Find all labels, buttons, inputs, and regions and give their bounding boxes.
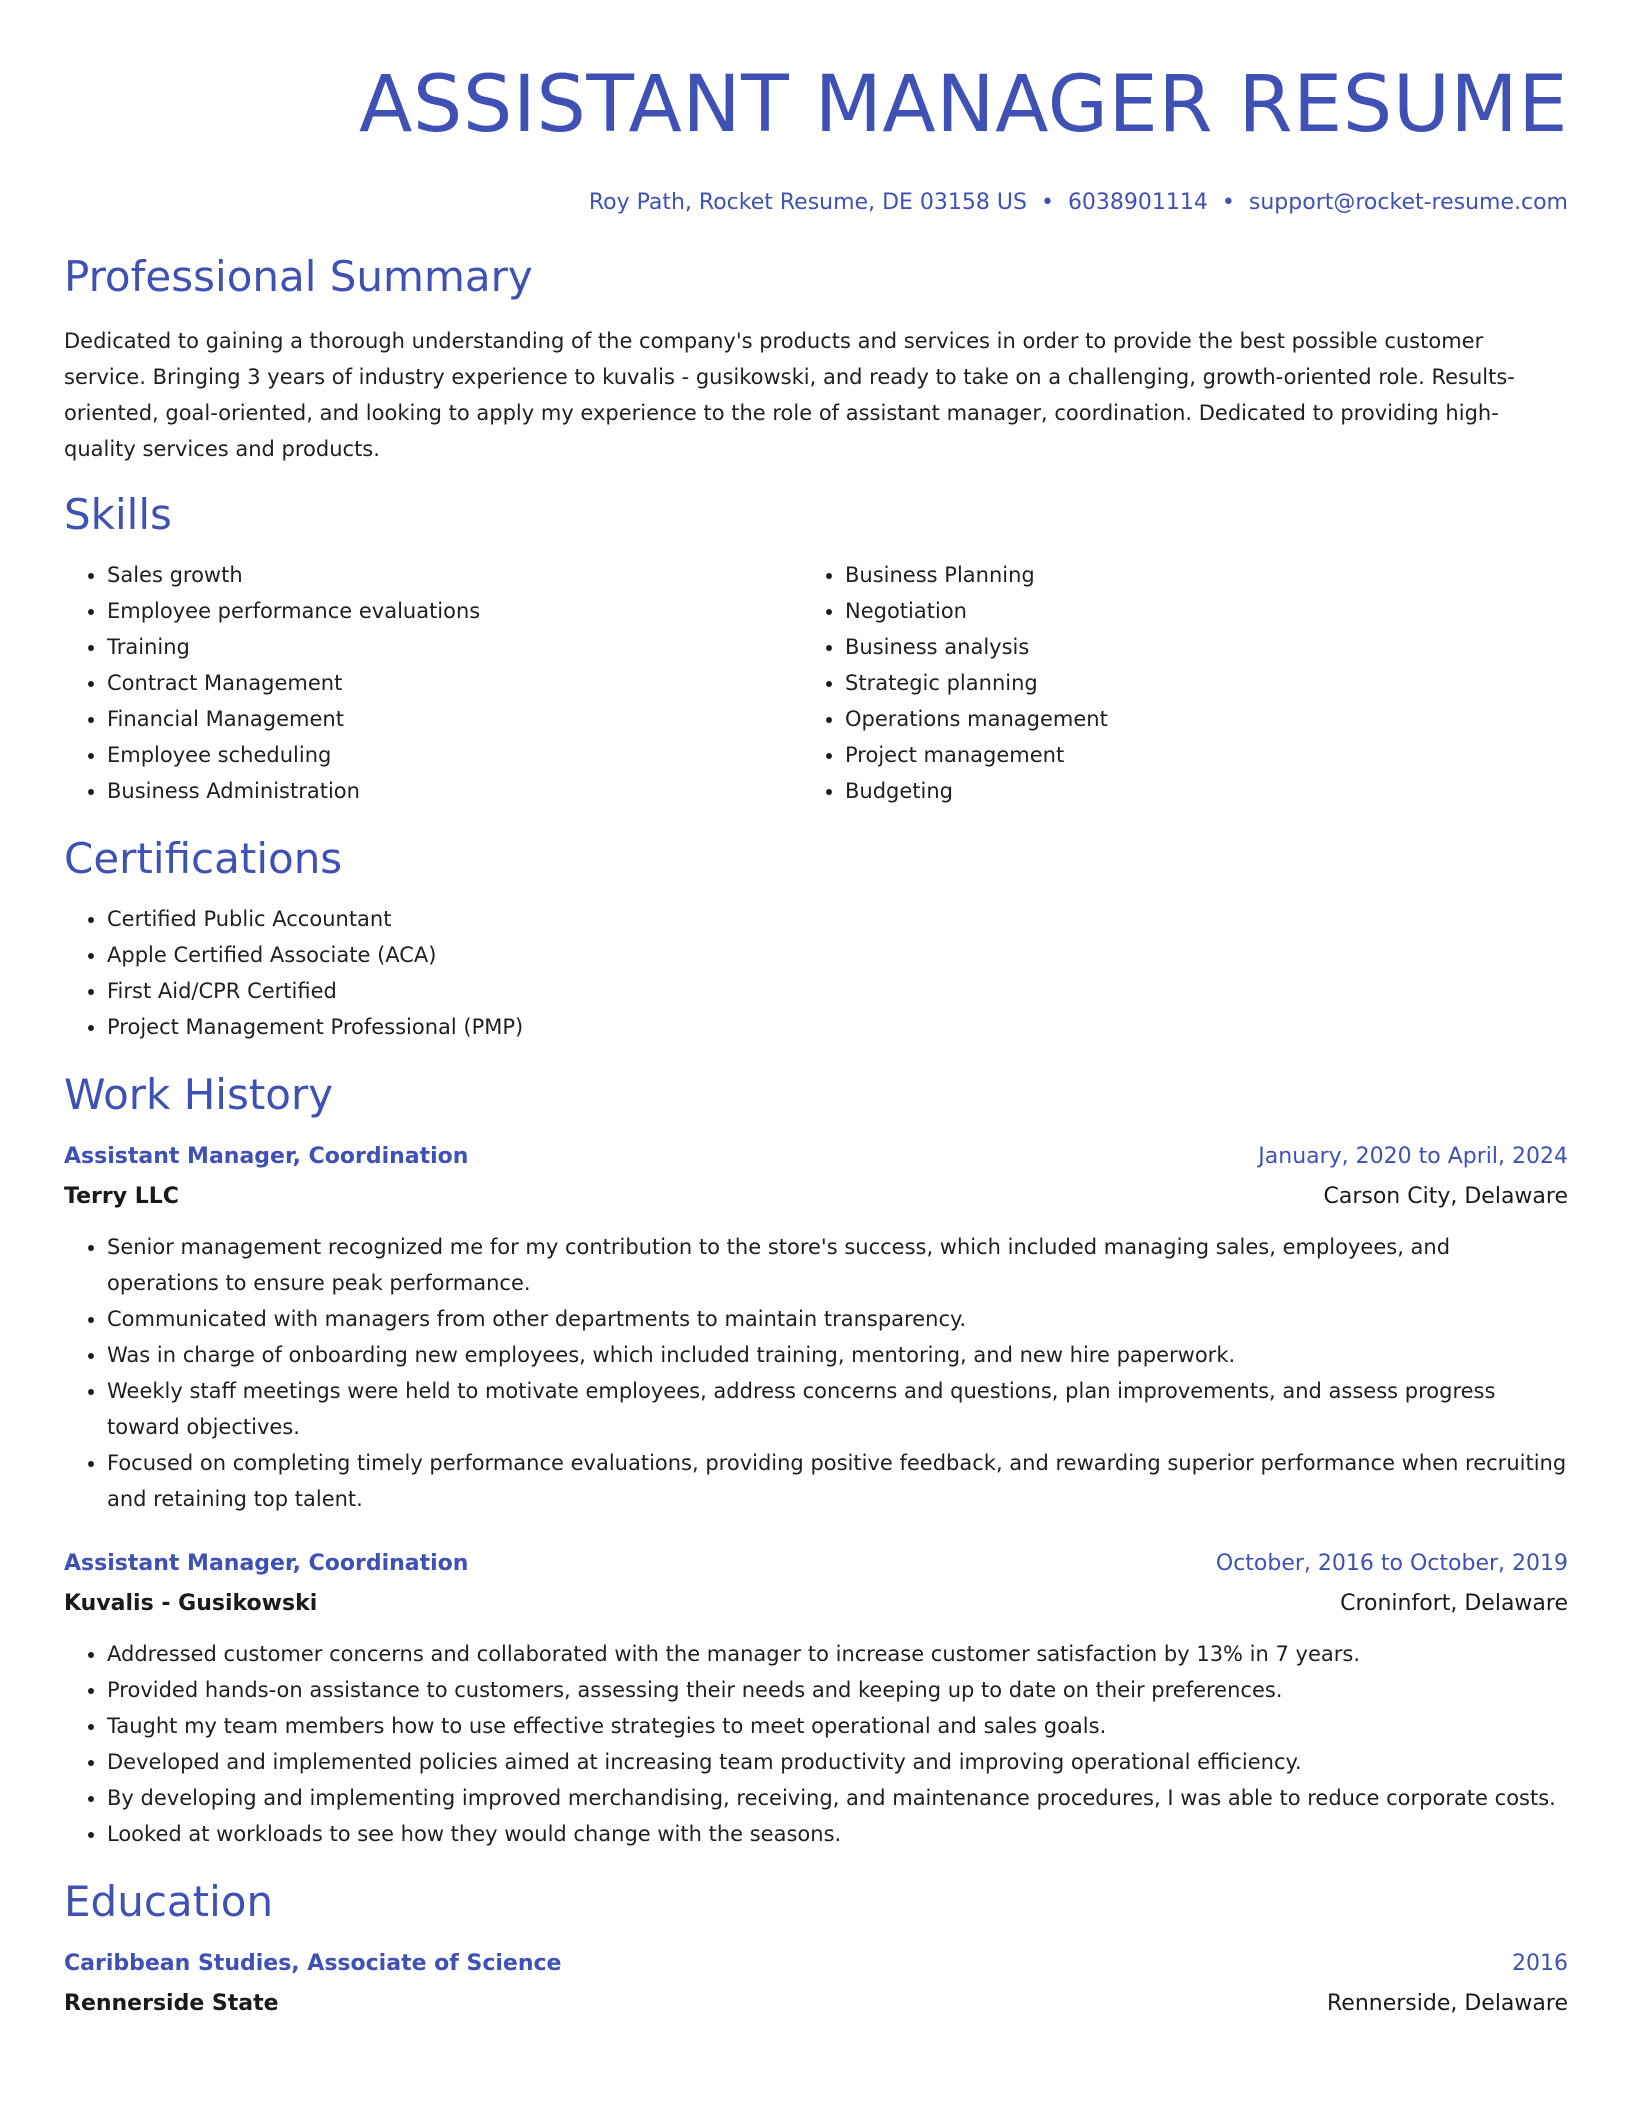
skill-item: • Financial Management: [107, 701, 802, 737]
education-year: 2016: [1512, 1951, 1568, 1976]
skill-item: • Employee performance evaluations: [107, 593, 802, 629]
job-bullets: [64, 1229, 1568, 1517]
job-bullet: • Was in charge of onboarding new employees, which included training, mentoring, and new hire paperwork.: [107, 1337, 1568, 1373]
summary-heading: Professional Summary: [64, 252, 533, 301]
job-bullet: • Developed and implemented policies aimed at increasing team productivity and improving operational efficiency.: [107, 1744, 1568, 1780]
skills-column-left: [64, 557, 802, 809]
skill-item: • Business Administration: [107, 773, 802, 809]
education-header: [64, 1946, 1568, 1982]
job-bullet: • Senior management recognized me for my contribution to the store's success, which included managing sales, employees, and operations to ensure peak performance.: [107, 1229, 1568, 1301]
work-heading: Work History: [64, 1070, 334, 1119]
certifications-list: [64, 901, 1568, 1045]
education-section: [64, 1874, 1568, 2022]
education-subheader: [64, 1986, 1568, 2022]
skills-list-right: [802, 557, 1540, 809]
education-degree: Caribbean Studies, Associate of Science: [64, 1951, 562, 1976]
job-entry: [64, 1546, 1568, 1852]
job-header: [64, 1546, 1568, 1582]
skill-item: • Business Planning: [845, 557, 1540, 593]
certification-item: • Apple Certified Associate (ACA): [107, 937, 1568, 973]
job-subheader: [64, 1179, 1568, 1215]
job-company: Kuvalis - Gusikowski: [64, 1591, 318, 1616]
contact-separator: •: [1040, 190, 1054, 215]
contact-phone[interactable]: 6038901114: [1067, 190, 1208, 215]
job-title: Assistant Manager, Coordination: [64, 1551, 469, 1576]
job-bullet: • Taught my team members how to use effective strategies to meet operational and sales goals.: [107, 1708, 1568, 1744]
certifications-section: [64, 831, 1568, 1045]
skills-list-left: [64, 557, 802, 809]
contact-email[interactable]: support@rocket-resume.com: [1248, 190, 1568, 215]
job-entry: [64, 1139, 1568, 1517]
job-bullet: • Communicated with managers from other departments to maintain transparency.: [107, 1301, 1568, 1337]
contact-line: [64, 188, 1568, 218]
job-bullet: • Addressed customer concerns and collaborated with the manager to increase customer satisfaction by 13% in 7 years.: [107, 1636, 1568, 1672]
education-heading: Education: [64, 1877, 274, 1926]
job-bullets: [64, 1636, 1568, 1852]
education-entry: [64, 1946, 1568, 2022]
skill-item: • Employee scheduling: [107, 737, 802, 773]
skill-item: • Sales growth: [107, 557, 802, 593]
job-bullet: • Focused on completing timely performance evaluations, providing positive feedback, and rewarding superior performance when recruiting and retaining top talent.: [107, 1445, 1568, 1517]
job-dates: January, 2020 to April, 2024: [1258, 1144, 1568, 1169]
job-location: Croninfort, Delaware: [1340, 1591, 1568, 1616]
skills-heading: Skills: [64, 490, 172, 539]
job-dates: October, 2016 to October, 2019: [1215, 1551, 1568, 1576]
skill-item: • Negotiation: [845, 593, 1540, 629]
contact-address: Roy Path, Rocket Resume, DE 03158 US: [588, 190, 1027, 215]
skill-item: • Project management: [845, 737, 1540, 773]
skills-column-right: [802, 557, 1540, 809]
job-header: [64, 1139, 1568, 1175]
job-bullet: • Weekly staff meetings were held to motivate employees, address concerns and questions, plan improvements, and assess progress toward objectives.: [107, 1373, 1568, 1445]
education-school: Rennerside State: [64, 1991, 279, 2016]
skill-item: • Business analysis: [845, 629, 1540, 665]
job-company: Terry LLC: [64, 1184, 179, 1209]
certification-item: • Project Management Professional (PMP): [107, 1009, 1568, 1045]
job-location: Carson City, Delaware: [1323, 1184, 1568, 1209]
resume-title: ASSISTANT MANAGER RESUME: [358, 60, 1568, 150]
contact-separator: •: [1221, 190, 1235, 215]
education-location: Rennerside, Delaware: [1326, 1991, 1568, 2016]
work-section: [64, 1067, 1568, 1852]
skill-item: • Budgeting: [845, 773, 1540, 809]
skills-section: [64, 487, 1568, 809]
certification-item: • Certified Public Accountant: [107, 901, 1568, 937]
skill-item: • Operations management: [845, 701, 1540, 737]
certifications-heading: Certifications: [64, 834, 343, 883]
skills-columns: [64, 557, 1568, 809]
summary-text: Dedicated to gaining a thorough understanding of the company's products and services in order to provide the best possible customer service. Bringing 3 years of industry experience to kuvalis - gusikowski, and ready to take on a challenging, growth-oriented role. Results-oriented, goal-oriented, and looking to apply my experience to the role of assistant manager, coordination. Dedicated to providing high-quality services and products.: [64, 329, 1515, 461]
skill-item: • Contract Management: [107, 665, 802, 701]
skill-item: • Strategic planning: [845, 665, 1540, 701]
job-subheader: [64, 1586, 1568, 1622]
job-title: Assistant Manager, Coordination: [64, 1144, 469, 1169]
job-bullet: • Looked at workloads to see how they would change with the seasons.: [107, 1816, 1568, 1852]
job-bullet: • By developing and implementing improved merchandising, receiving, and maintenance procedures, I was able to reduce corporate costs.: [107, 1780, 1568, 1816]
summary-section: [64, 249, 1568, 467]
certification-item: • First Aid/CPR Certified: [107, 973, 1568, 1009]
skill-item: • Training: [107, 629, 802, 665]
job-bullet: • Provided hands-on assistance to customers, assessing their needs and keeping up to date on their preferences.: [107, 1672, 1568, 1708]
